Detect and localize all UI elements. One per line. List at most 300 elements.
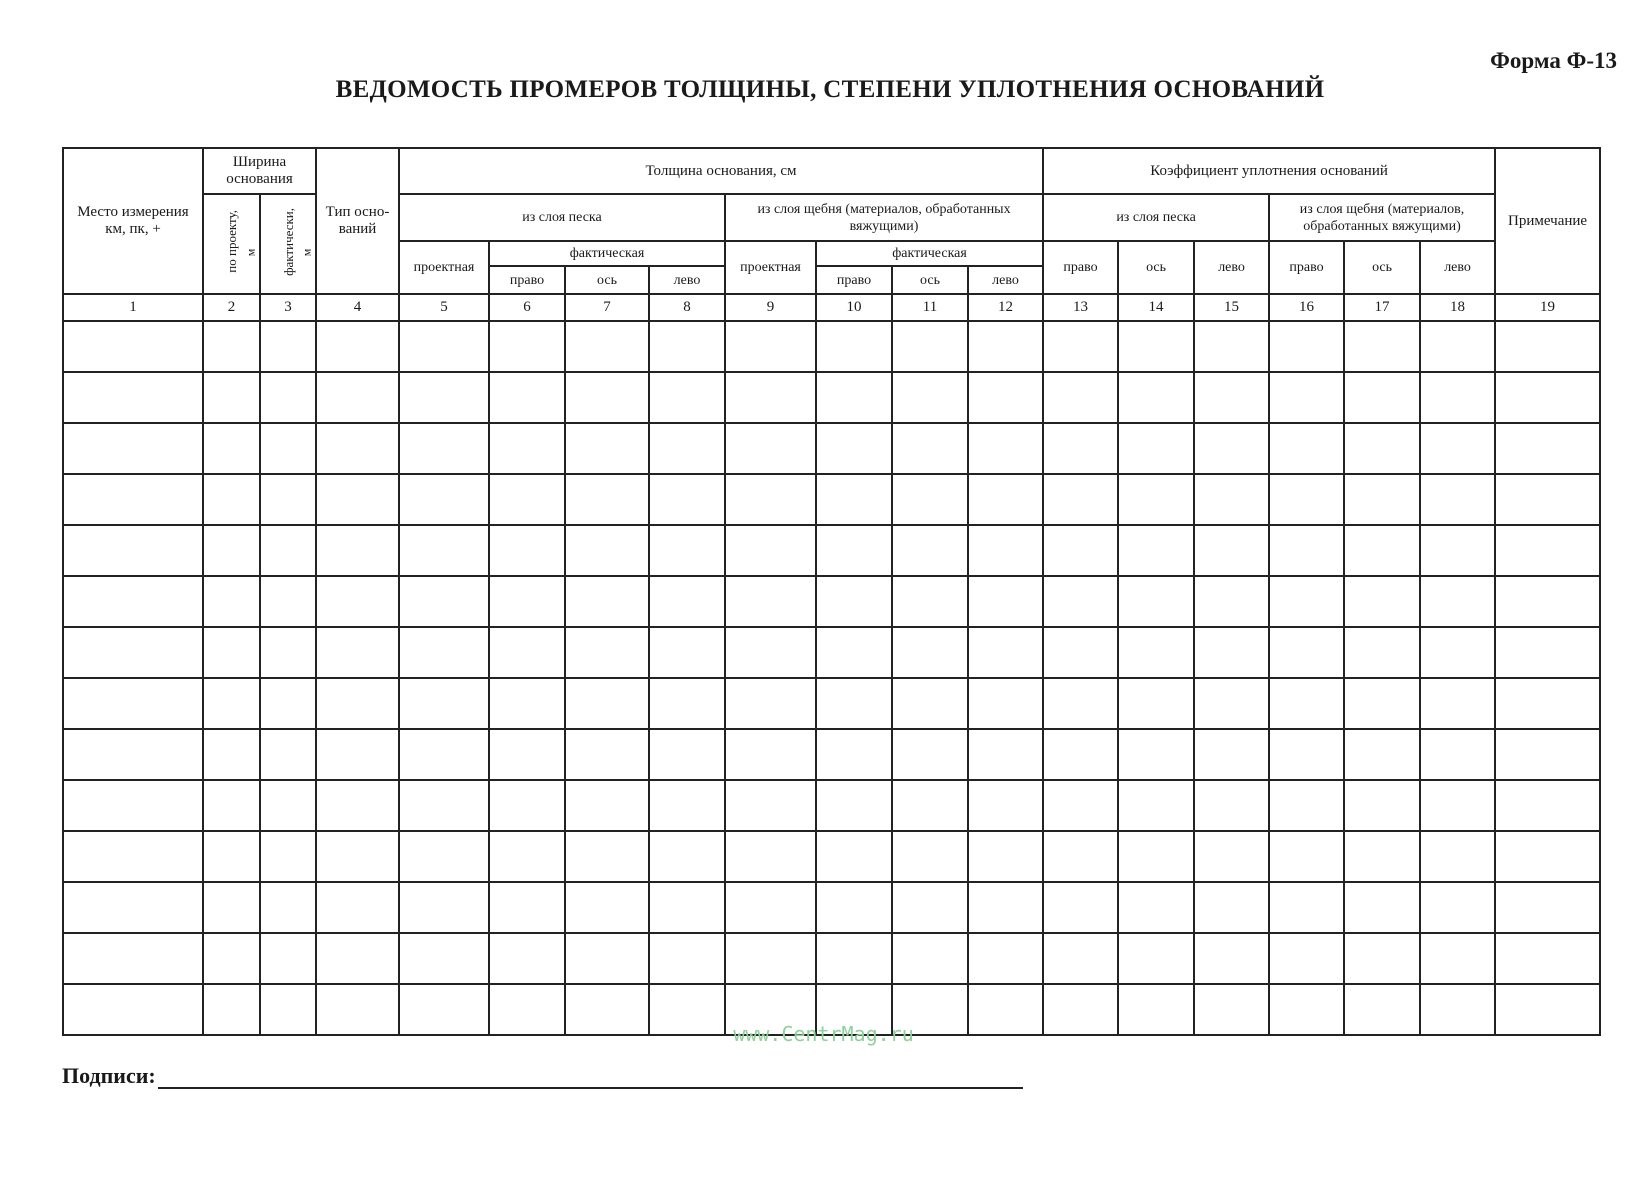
table-cell[interactable]: [63, 933, 203, 984]
table-row: [63, 678, 1600, 729]
table-cell[interactable]: [1269, 729, 1344, 780]
header-compaction-sand-right: право: [1043, 241, 1118, 294]
table-cell[interactable]: [892, 831, 968, 882]
table-cell[interactable]: [316, 831, 399, 882]
table-cell[interactable]: [399, 372, 489, 423]
table-cell[interactable]: [260, 474, 316, 525]
table-cell[interactable]: [1118, 372, 1194, 423]
table-cell[interactable]: [489, 321, 565, 372]
table-cell[interactable]: [316, 780, 399, 831]
table-cell[interactable]: [1118, 831, 1194, 882]
table-cell[interactable]: [816, 627, 892, 678]
column-number: 1: [63, 294, 203, 321]
table-cell[interactable]: [816, 576, 892, 627]
table-cell[interactable]: [565, 423, 649, 474]
table-cell[interactable]: [725, 627, 816, 678]
table-cell[interactable]: [968, 576, 1043, 627]
table-cell[interactable]: [1495, 933, 1600, 984]
table-cell[interactable]: [649, 576, 725, 627]
table-cell[interactable]: [63, 474, 203, 525]
table-cell[interactable]: [1344, 321, 1420, 372]
table-cell[interactable]: [1495, 576, 1600, 627]
table-cell[interactable]: [316, 372, 399, 423]
header-compaction-sand-axis: ось: [1118, 241, 1194, 294]
table-cell[interactable]: [1344, 831, 1420, 882]
table-cell[interactable]: [63, 780, 203, 831]
table-cell[interactable]: [1043, 729, 1118, 780]
table-cell[interactable]: [260, 525, 316, 576]
table-cell[interactable]: [1118, 933, 1194, 984]
table-cell[interactable]: [489, 423, 565, 474]
table-cell[interactable]: [1344, 576, 1420, 627]
table-cell[interactable]: [649, 780, 725, 831]
header-gravel-right: право: [816, 266, 892, 294]
table-cell[interactable]: [1420, 780, 1495, 831]
table-cell[interactable]: [1194, 780, 1269, 831]
table-cell[interactable]: [1043, 678, 1118, 729]
table-cell[interactable]: [565, 678, 649, 729]
column-number-row: [63, 294, 1600, 321]
table-cell[interactable]: [1043, 780, 1118, 831]
table-cell[interactable]: [892, 729, 968, 780]
table-cell[interactable]: [316, 576, 399, 627]
table-cell[interactable]: [649, 525, 725, 576]
table-cell[interactable]: [399, 780, 489, 831]
table-cell[interactable]: [203, 576, 260, 627]
table-cell[interactable]: [1269, 882, 1344, 933]
table-cell[interactable]: [1118, 525, 1194, 576]
table-cell[interactable]: [63, 372, 203, 423]
table-cell[interactable]: [63, 423, 203, 474]
measurement-table: [62, 147, 1599, 1044]
table-cell[interactable]: [203, 780, 260, 831]
table-cell[interactable]: [399, 423, 489, 474]
table-cell[interactable]: [1194, 576, 1269, 627]
table-cell[interactable]: [1194, 474, 1269, 525]
table-cell[interactable]: [1420, 525, 1495, 576]
column-number: 19: [1495, 294, 1600, 321]
table-cell[interactable]: [203, 627, 260, 678]
table-cell[interactable]: [968, 321, 1043, 372]
table-cell[interactable]: [399, 627, 489, 678]
table-row: [63, 627, 1600, 678]
table-row: [63, 882, 1600, 933]
table-cell[interactable]: [203, 372, 260, 423]
table-cell[interactable]: [1344, 627, 1420, 678]
table-cell[interactable]: [1344, 780, 1420, 831]
table-cell[interactable]: [1269, 780, 1344, 831]
table-cell[interactable]: [203, 729, 260, 780]
header-width-project-unit: м: [243, 248, 258, 257]
table-cell[interactable]: [1344, 372, 1420, 423]
table-cell[interactable]: [1269, 372, 1344, 423]
column-number: 3: [260, 294, 316, 321]
table-cell[interactable]: [649, 831, 725, 882]
table-cell[interactable]: [260, 372, 316, 423]
table-cell[interactable]: [725, 576, 816, 627]
table-cell[interactable]: [649, 423, 725, 474]
table-cell[interactable]: [968, 372, 1043, 423]
table-cell[interactable]: [1495, 321, 1600, 372]
table-cell[interactable]: [725, 372, 816, 423]
table-cell[interactable]: [565, 525, 649, 576]
table-cell[interactable]: [316, 627, 399, 678]
table-cell[interactable]: [725, 729, 816, 780]
header-note: Примечание: [1495, 148, 1600, 294]
table-cell[interactable]: [968, 474, 1043, 525]
table-cell[interactable]: [316, 729, 399, 780]
table-cell[interactable]: [565, 372, 649, 423]
table-cell[interactable]: [816, 780, 892, 831]
table-cell[interactable]: [1344, 678, 1420, 729]
table-cell[interactable]: [1495, 372, 1600, 423]
table-cell[interactable]: [1118, 678, 1194, 729]
column-number: 6: [489, 294, 565, 321]
table-cell[interactable]: [399, 933, 489, 984]
table-row: [63, 321, 1600, 372]
table-cell[interactable]: [489, 678, 565, 729]
table-cell[interactable]: [1269, 678, 1344, 729]
table-cell[interactable]: [649, 321, 725, 372]
table-cell[interactable]: [816, 831, 892, 882]
header-thickness-sand: из слоя песка: [399, 194, 725, 241]
table-cell[interactable]: [489, 933, 565, 984]
header-compaction-group: Коэффициент уплотнения оснований: [1043, 148, 1495, 194]
header-sand-left: лево: [649, 266, 725, 294]
table-cell[interactable]: [63, 627, 203, 678]
table-cell[interactable]: [203, 831, 260, 882]
table-cell[interactable]: [565, 729, 649, 780]
table-cell[interactable]: [489, 627, 565, 678]
table-cell[interactable]: [489, 525, 565, 576]
header-sand-actual: фактическая: [489, 241, 725, 266]
table-cell[interactable]: [399, 321, 489, 372]
table-cell[interactable]: [892, 678, 968, 729]
table-cell[interactable]: [260, 423, 316, 474]
table-cell[interactable]: [260, 321, 316, 372]
header-place: Место измерения км, пк, +: [63, 148, 203, 294]
column-number: 7: [565, 294, 649, 321]
table-row: [63, 933, 1600, 984]
table-cell[interactable]: [892, 780, 968, 831]
table-cell[interactable]: [968, 627, 1043, 678]
table-cell[interactable]: [968, 678, 1043, 729]
table-cell[interactable]: [892, 627, 968, 678]
table-cell[interactable]: [968, 729, 1043, 780]
table-cell[interactable]: [1043, 882, 1118, 933]
table-cell[interactable]: [565, 321, 649, 372]
table-cell[interactable]: [1043, 576, 1118, 627]
table-cell[interactable]: [63, 576, 203, 627]
column-number: 11: [892, 294, 968, 321]
table-cell[interactable]: [892, 576, 968, 627]
header-gravel-design: проектная: [725, 241, 816, 294]
table-cell[interactable]: [1495, 423, 1600, 474]
table-cell[interactable]: [1118, 729, 1194, 780]
table-cell[interactable]: [1194, 372, 1269, 423]
table-cell[interactable]: [565, 933, 649, 984]
table-cell[interactable]: [316, 321, 399, 372]
table-cell[interactable]: [260, 627, 316, 678]
table-cell[interactable]: [1269, 423, 1344, 474]
table-cell[interactable]: [1495, 678, 1600, 729]
table-cell[interactable]: [1420, 831, 1495, 882]
table-cell[interactable]: [1420, 933, 1495, 984]
table-cell[interactable]: [1420, 474, 1495, 525]
table-cell[interactable]: [565, 474, 649, 525]
header-compaction-sand: из слоя песка: [1043, 194, 1269, 241]
header-sand-axis: ось: [565, 266, 649, 294]
table-cell[interactable]: [260, 576, 316, 627]
table-cell[interactable]: [316, 423, 399, 474]
header-width-actual-label: фактически,: [280, 207, 296, 276]
column-number: 5: [399, 294, 489, 321]
table-cell[interactable]: [1194, 882, 1269, 933]
table-cell[interactable]: [1420, 882, 1495, 933]
header-compaction-gravel-left: лево: [1420, 241, 1495, 294]
table-cell[interactable]: [649, 627, 725, 678]
table-cell[interactable]: [260, 780, 316, 831]
table-cell[interactable]: [1194, 627, 1269, 678]
header-gravel-actual: фактическая: [816, 241, 1043, 266]
table-cell[interactable]: [816, 882, 892, 933]
table-cell[interactable]: [1344, 474, 1420, 525]
table-cell[interactable]: [489, 780, 565, 831]
table-cell[interactable]: [399, 729, 489, 780]
table-cell[interactable]: [203, 474, 260, 525]
table-cell[interactable]: [1495, 525, 1600, 576]
table-cell[interactable]: [649, 882, 725, 933]
table-cell[interactable]: [316, 882, 399, 933]
table-cell[interactable]: [399, 882, 489, 933]
header-type: Тип осно- ваний: [316, 148, 399, 294]
table-cell[interactable]: [1118, 627, 1194, 678]
column-number: 2: [203, 294, 260, 321]
table-cell[interactable]: [968, 525, 1043, 576]
table-cell[interactable]: [399, 678, 489, 729]
table-cell[interactable]: [1344, 525, 1420, 576]
table-cell[interactable]: [968, 423, 1043, 474]
table-cell[interactable]: [725, 525, 816, 576]
table-cell[interactable]: [816, 321, 892, 372]
table-cell[interactable]: [725, 933, 816, 984]
table-cell[interactable]: [816, 525, 892, 576]
table-cell[interactable]: [968, 933, 1043, 984]
table-cell[interactable]: [203, 525, 260, 576]
table-cell[interactable]: [892, 474, 968, 525]
table-cell[interactable]: [1194, 525, 1269, 576]
table-cell[interactable]: [816, 372, 892, 423]
table-cell[interactable]: [316, 525, 399, 576]
table-cell[interactable]: [649, 372, 725, 423]
table-cell[interactable]: [816, 423, 892, 474]
table-cell[interactable]: [565, 882, 649, 933]
table-row: [63, 474, 1600, 525]
table-row: [63, 780, 1600, 831]
table-cell[interactable]: [399, 525, 489, 576]
table-cell[interactable]: [816, 474, 892, 525]
table-cell[interactable]: [1269, 576, 1344, 627]
header-width-actual: [260, 194, 316, 294]
table-cell[interactable]: [649, 474, 725, 525]
table-cell[interactable]: [1420, 729, 1495, 780]
table-cell[interactable]: [203, 321, 260, 372]
table-cell[interactable]: [892, 882, 968, 933]
column-number: 15: [1194, 294, 1269, 321]
table-cell[interactable]: [1043, 627, 1118, 678]
table-cell[interactable]: [1118, 321, 1194, 372]
table-cell[interactable]: [203, 882, 260, 933]
table-cell[interactable]: [565, 780, 649, 831]
table-cell[interactable]: [489, 372, 565, 423]
form-label: Форма Ф-13: [1490, 48, 1617, 73]
table-cell[interactable]: [1194, 729, 1269, 780]
table-cell[interactable]: [489, 729, 565, 780]
table-cell[interactable]: [1043, 474, 1118, 525]
table-cell[interactable]: [725, 831, 816, 882]
table-cell[interactable]: [399, 474, 489, 525]
table-cell[interactable]: [1495, 882, 1600, 933]
table-cell[interactable]: [489, 882, 565, 933]
table-cell[interactable]: [1420, 321, 1495, 372]
signatures: [62, 1063, 1023, 1089]
header-gravel-left: лево: [968, 266, 1043, 294]
table-cell[interactable]: [1118, 882, 1194, 933]
table-cell[interactable]: [1269, 525, 1344, 576]
table-cell[interactable]: [203, 423, 260, 474]
table-cell[interactable]: [489, 831, 565, 882]
table-cell[interactable]: [892, 372, 968, 423]
table-cell[interactable]: [260, 831, 316, 882]
table-cell[interactable]: [1269, 627, 1344, 678]
table-cell[interactable]: [816, 933, 892, 984]
table-cell[interactable]: [725, 474, 816, 525]
table-cell[interactable]: [489, 474, 565, 525]
table-cell[interactable]: [63, 882, 203, 933]
table-cell[interactable]: [725, 678, 816, 729]
table-cell[interactable]: [1420, 423, 1495, 474]
table-cell[interactable]: [1043, 321, 1118, 372]
table-cell[interactable]: [1495, 831, 1600, 882]
table-cell[interactable]: [1043, 525, 1118, 576]
table-cell[interactable]: [260, 729, 316, 780]
table-cell[interactable]: [968, 882, 1043, 933]
table-cell[interactable]: [1043, 933, 1118, 984]
table-cell[interactable]: [63, 321, 203, 372]
table-cell[interactable]: [1194, 678, 1269, 729]
table-cell[interactable]: [203, 678, 260, 729]
table-cell[interactable]: [725, 423, 816, 474]
table-cell[interactable]: [399, 831, 489, 882]
table-cell[interactable]: [565, 576, 649, 627]
table-cell[interactable]: [968, 780, 1043, 831]
table-cell[interactable]: [725, 780, 816, 831]
column-number: 14: [1118, 294, 1194, 321]
table-cell[interactable]: [649, 678, 725, 729]
table-cell[interactable]: [1043, 831, 1118, 882]
header-thickness-gravel: из слоя щебня (материалов, обработанных вяжущими): [725, 194, 1043, 241]
table-cell[interactable]: [816, 729, 892, 780]
table-row: [63, 831, 1600, 882]
watermark: www.CentrMag.ru: [733, 1022, 914, 1046]
table-cell[interactable]: [1118, 576, 1194, 627]
table-cell[interactable]: [316, 933, 399, 984]
table-cell[interactable]: [968, 831, 1043, 882]
table-cell[interactable]: [63, 831, 203, 882]
table-cell[interactable]: [203, 933, 260, 984]
table-cell[interactable]: [725, 882, 816, 933]
header-sand-design: проектная: [399, 241, 489, 294]
table-cell[interactable]: [63, 678, 203, 729]
table-cell[interactable]: [316, 678, 399, 729]
table-cell[interactable]: [316, 474, 399, 525]
table-cell[interactable]: [399, 576, 489, 627]
header-compaction-gravel-axis: ось: [1344, 241, 1420, 294]
table-cell[interactable]: [892, 933, 968, 984]
table-cell[interactable]: [1420, 372, 1495, 423]
table-cell[interactable]: [260, 882, 316, 933]
column-number: 10: [816, 294, 892, 321]
table-cell[interactable]: [63, 729, 203, 780]
table-cell[interactable]: [1043, 423, 1118, 474]
signature-line[interactable]: [158, 1065, 1023, 1089]
table-cell[interactable]: [1420, 576, 1495, 627]
document-title: ВЕДОМОСТЬ ПРОМЕРОВ ТОЛЩИНЫ, СТЕПЕНИ УПЛОТНЕНИЯ ОСНОВАНИЙ: [335, 76, 1325, 103]
table-cell[interactable]: [1043, 372, 1118, 423]
header-width-actual-unit: м: [299, 248, 314, 257]
header-gravel-axis: ось: [892, 266, 968, 294]
table-cell[interactable]: [1495, 780, 1600, 831]
table-cell[interactable]: [1194, 933, 1269, 984]
table-cell[interactable]: [1269, 831, 1344, 882]
table-cell[interactable]: [1344, 882, 1420, 933]
table-cell[interactable]: [816, 678, 892, 729]
table-cell[interactable]: [649, 933, 725, 984]
table-cell[interactable]: [1495, 474, 1600, 525]
table-cell[interactable]: [1495, 729, 1600, 780]
table-cell[interactable]: [1118, 780, 1194, 831]
table-cell[interactable]: [892, 525, 968, 576]
table-cell[interactable]: [1194, 423, 1269, 474]
table-cell[interactable]: [1194, 831, 1269, 882]
table-cell[interactable]: [489, 576, 565, 627]
table-cell[interactable]: [63, 525, 203, 576]
table-cell[interactable]: [1269, 933, 1344, 984]
table-cell[interactable]: [1344, 423, 1420, 474]
table-row: [63, 576, 1600, 627]
table-cell[interactable]: [649, 729, 725, 780]
table-cell[interactable]: [260, 933, 316, 984]
table-cell[interactable]: [1495, 627, 1600, 678]
table-cell[interactable]: [1269, 321, 1344, 372]
table-cell[interactable]: [1344, 729, 1420, 780]
table-cell[interactable]: [892, 321, 968, 372]
table-cell[interactable]: [1118, 474, 1194, 525]
table-cell[interactable]: [1194, 321, 1269, 372]
table-cell[interactable]: [892, 423, 968, 474]
header-sand-right: право: [489, 266, 565, 294]
table-cell[interactable]: [260, 678, 316, 729]
table-cell[interactable]: [1118, 423, 1194, 474]
table-row: [63, 729, 1600, 780]
table-cell[interactable]: [1420, 678, 1495, 729]
table-cell[interactable]: [1344, 933, 1420, 984]
table-cell[interactable]: [725, 321, 816, 372]
table-cell[interactable]: [565, 831, 649, 882]
table-cell[interactable]: [1420, 627, 1495, 678]
table-cell[interactable]: [565, 627, 649, 678]
table-cell[interactable]: [1269, 474, 1344, 525]
